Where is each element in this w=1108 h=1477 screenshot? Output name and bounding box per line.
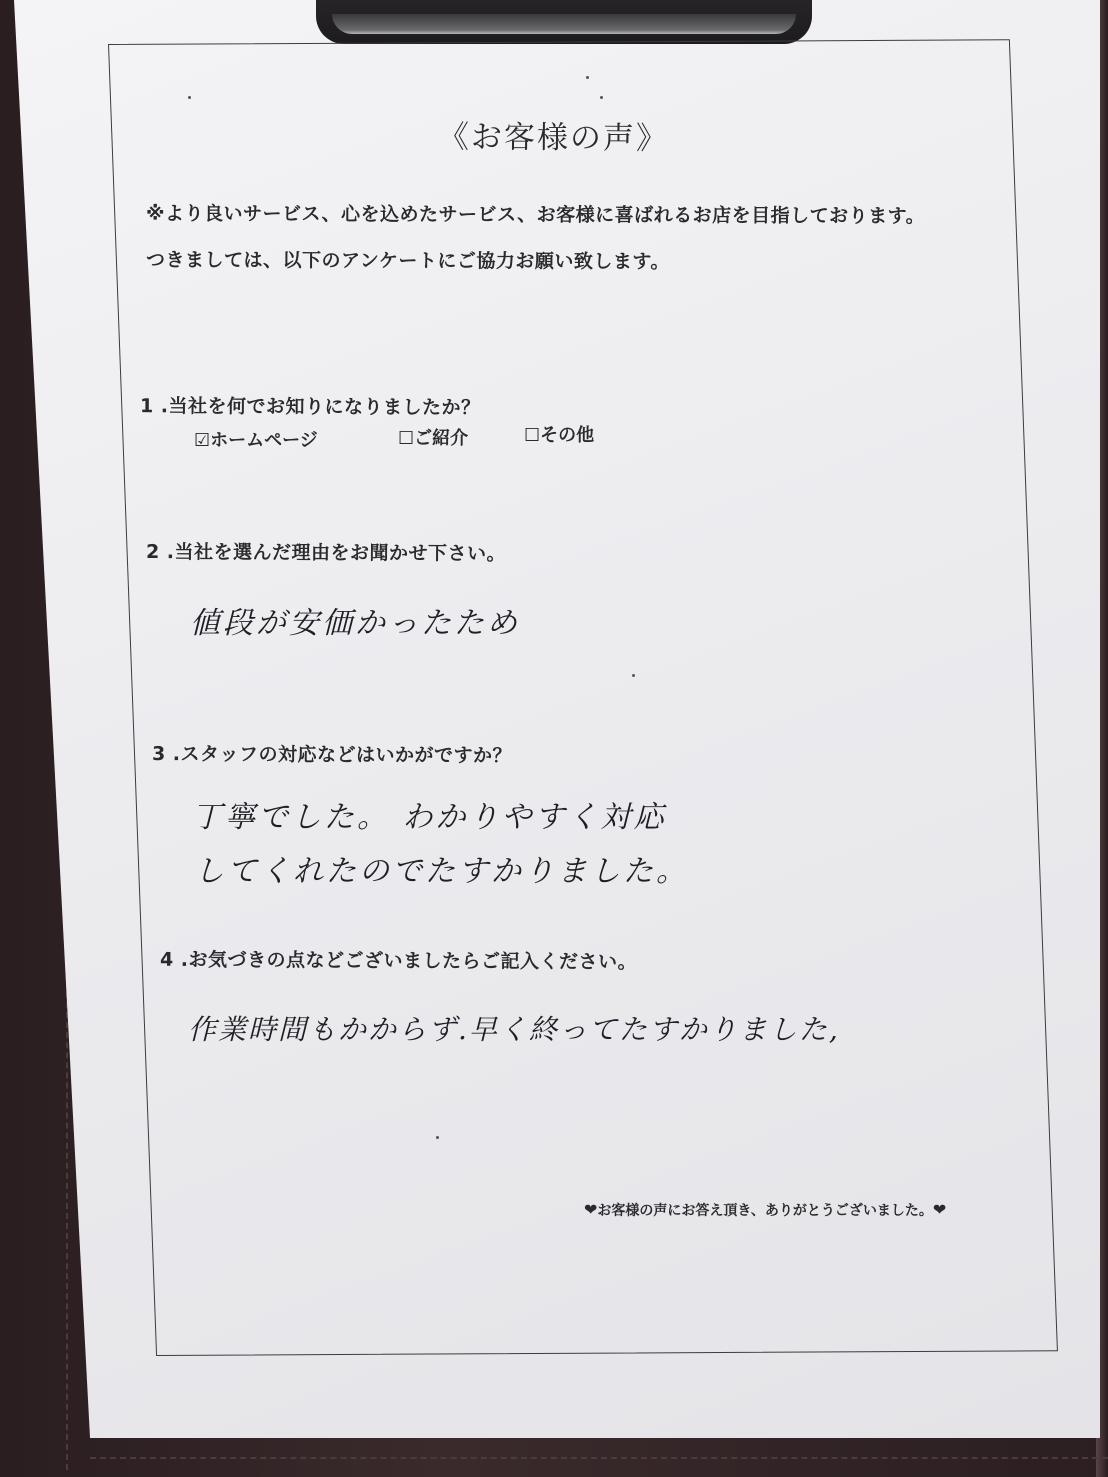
heart-icon-left: ❤ <box>584 1200 598 1219</box>
intro-line-2: つきましては、以下のアンケートにご協力お願い致します。 <box>145 249 670 273</box>
option-homepage-checked[interactable]: ☑ホームページ <box>194 430 318 451</box>
thank-you-text: お客様の声にお答え頂き、ありがとうございました。 <box>597 1203 933 1219</box>
option-referral[interactable]: ☐ご紹介 <box>398 428 469 449</box>
paper-speck <box>436 1136 439 1139</box>
option-other[interactable]: ☐その他 <box>524 425 595 446</box>
answer-2-handwritten: 値段が安価かったため <box>190 606 520 641</box>
thank-you-footer <box>584 1200 946 1220</box>
answer-4-handwritten: 作業時間もかからず.早く終ってたすかりました, <box>188 1013 840 1046</box>
question-1: 1 .当社を何でお知りになりましたか？ <box>139 395 481 419</box>
intro-line-1: ※より良いサービス、心を込めたサービス、お客様に喜ばれるお店を目指しております。 <box>145 202 926 228</box>
answer-3-line-1-handwritten: 丁寧でした。 わかりやすく対応 <box>192 800 667 835</box>
question-3: 3 .スタッフの対応などはいかがですか？ <box>151 743 513 767</box>
question-4: 4 .お気づきの点などございましたらご記入ください。 <box>159 948 638 974</box>
paper-speck <box>586 76 589 79</box>
paper-speck <box>600 96 603 99</box>
paper-speck <box>188 96 191 99</box>
survey-title: 《お客様の声》 <box>437 119 670 157</box>
heart-icon-right: ❤ <box>932 1200 947 1219</box>
paper-speck <box>632 674 635 677</box>
question-2: 2 .当社を選んだ理由をお聞かせ下さい。 <box>145 541 507 565</box>
answer-3-line-2-handwritten: してくれたのでたすかりました。 <box>194 854 689 889</box>
